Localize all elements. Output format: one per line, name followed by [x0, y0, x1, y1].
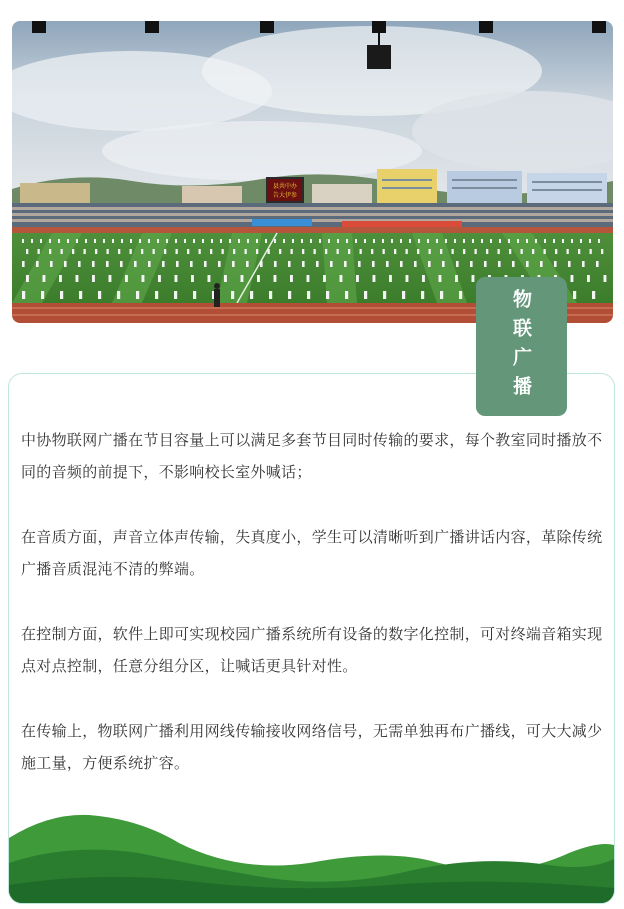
- performer: [72, 249, 74, 254]
- performer: [22, 261, 25, 267]
- performer: [120, 261, 123, 267]
- performer: [544, 249, 546, 254]
- performer: [76, 275, 79, 282]
- content-card: [8, 373, 615, 904]
- performer: [344, 261, 347, 267]
- performer: [463, 239, 465, 243]
- performer: [337, 249, 339, 254]
- performer: [107, 249, 109, 254]
- scoreboard-line-2: 告大伊参: [272, 192, 298, 199]
- performer: [139, 239, 141, 243]
- paragraph-transmission: 在传输上，物联网广播利用网线传输接收网络信号，无需单独再布广播线，可大大减少施工量，方便系统扩容。: [21, 722, 603, 772]
- performer: [85, 239, 87, 243]
- performer: [162, 261, 165, 267]
- performer: [314, 249, 316, 254]
- performer: [157, 239, 159, 243]
- performer: [193, 291, 196, 299]
- performer: [176, 249, 178, 254]
- performer: [109, 275, 112, 282]
- performer: [79, 291, 82, 299]
- performer: [535, 239, 537, 243]
- performer: [291, 249, 293, 254]
- performer: [61, 249, 63, 254]
- performer: [360, 249, 362, 254]
- performer: [400, 261, 403, 267]
- performer: [174, 291, 177, 299]
- performer: [394, 249, 396, 254]
- performer: [445, 239, 447, 243]
- performer: [250, 291, 253, 299]
- performer: [440, 249, 442, 254]
- performer: [231, 291, 234, 299]
- performer: [22, 239, 24, 243]
- performer: [325, 249, 327, 254]
- performer: [175, 275, 178, 282]
- performer: [454, 239, 456, 243]
- performer: [49, 249, 51, 254]
- performer: [112, 239, 114, 243]
- performer: [256, 249, 258, 254]
- performer: [532, 249, 534, 254]
- performer: [555, 249, 557, 254]
- performer: [204, 261, 207, 267]
- performer: [50, 261, 53, 267]
- performer: [562, 239, 564, 243]
- performer: [256, 239, 258, 243]
- performer: [158, 275, 161, 282]
- performer: [307, 275, 310, 282]
- performer: [202, 239, 204, 243]
- performer: [26, 249, 28, 254]
- performer: [187, 249, 189, 254]
- paragraph-capacity: 中协物联网广播在节目容量上可以满足多套节目同时传输的要求，每个教室同时播放不同的音频的前提下，不影响校长室外喊话；: [21, 431, 603, 481]
- performer: [274, 261, 277, 267]
- performer: [141, 249, 143, 254]
- performer: [233, 249, 235, 254]
- performer: [578, 249, 580, 254]
- performer: [118, 249, 120, 254]
- performer: [319, 239, 321, 243]
- performer: [571, 275, 574, 282]
- performer: [184, 239, 186, 243]
- performer: [41, 291, 44, 299]
- performer: [442, 261, 445, 267]
- performer: [40, 239, 42, 243]
- performer: [371, 249, 373, 254]
- performer: [260, 261, 263, 267]
- performer: [95, 249, 97, 254]
- performer: [292, 239, 294, 243]
- performer: [92, 275, 95, 282]
- performer: [59, 275, 62, 282]
- performer: [486, 249, 488, 254]
- performer: [164, 249, 166, 254]
- green-hills-decoration: [9, 793, 614, 903]
- performer: [58, 239, 60, 243]
- performer: [247, 239, 249, 243]
- performer: [383, 291, 386, 299]
- performer: [330, 261, 333, 267]
- performer: [475, 249, 477, 254]
- performer: [391, 239, 393, 243]
- performer: [301, 239, 303, 243]
- performer: [210, 249, 212, 254]
- performer: [596, 261, 599, 267]
- performer: [422, 275, 425, 282]
- performer: [98, 291, 101, 299]
- performer: [540, 261, 543, 267]
- performer: [211, 239, 213, 243]
- performer: [148, 239, 150, 243]
- performer: [580, 239, 582, 243]
- performer: [509, 249, 511, 254]
- performer: [36, 261, 39, 267]
- performer: [155, 291, 158, 299]
- performer: [175, 239, 177, 243]
- performer: [246, 261, 249, 267]
- performer: [590, 249, 592, 254]
- performer: [439, 275, 442, 282]
- performer: [364, 239, 366, 243]
- performer: [345, 291, 348, 299]
- performer: [402, 291, 405, 299]
- performer: [274, 239, 276, 243]
- performer: [26, 275, 29, 282]
- performer: [364, 291, 367, 299]
- performer: [130, 249, 132, 254]
- performer: [340, 275, 343, 282]
- performer: [241, 275, 244, 282]
- performer: [307, 291, 310, 299]
- performer: [427, 239, 429, 243]
- performer: [409, 239, 411, 243]
- performer: [512, 261, 515, 267]
- performer: [106, 261, 109, 267]
- performer: [288, 291, 291, 299]
- performer: [222, 249, 224, 254]
- performer: [455, 275, 458, 282]
- performer: [148, 261, 151, 267]
- performer: [288, 261, 291, 267]
- performer: [358, 261, 361, 267]
- tag-label: 物联广播: [510, 288, 532, 405]
- performer: [418, 239, 420, 243]
- performer: [440, 291, 443, 299]
- performer: [121, 239, 123, 243]
- performer: [568, 261, 571, 267]
- performer: [302, 261, 305, 267]
- performer: [268, 249, 270, 254]
- performer: [257, 275, 260, 282]
- performer: [245, 249, 247, 254]
- performer: [316, 261, 319, 267]
- performer: [521, 249, 523, 254]
- performer: [153, 249, 155, 254]
- performer: [323, 275, 326, 282]
- performer: [373, 239, 375, 243]
- performer: [67, 239, 69, 243]
- performer: [302, 249, 304, 254]
- performer: [218, 261, 221, 267]
- performer: [436, 239, 438, 243]
- performer: [31, 239, 33, 243]
- performer: [94, 239, 96, 243]
- performer: [190, 261, 193, 267]
- performer: [383, 249, 385, 254]
- performer: [92, 261, 95, 267]
- performer: [452, 249, 454, 254]
- paragraph-control: 在控制方面，软件上即可实现校园广播系统所有设备的数字化控制，可对终端音箱实现点对点控制，任意分组分区，让喊话更具针对性。: [21, 625, 603, 675]
- performer: [283, 239, 285, 243]
- performer: [544, 239, 546, 243]
- performer: [490, 239, 492, 243]
- performer: [356, 275, 359, 282]
- performer: [456, 261, 459, 267]
- performer: [265, 239, 267, 243]
- performer: [406, 249, 408, 254]
- performer: [76, 239, 78, 243]
- performer: [472, 275, 475, 282]
- performer: [38, 249, 40, 254]
- performer: [43, 275, 46, 282]
- performer: [142, 275, 145, 282]
- performer: [125, 275, 128, 282]
- performer: [199, 249, 201, 254]
- performer: [232, 261, 235, 267]
- performer: [373, 275, 376, 282]
- scoreboard-line-1: 县共中办: [272, 183, 298, 190]
- performer: [103, 239, 105, 243]
- performer: [64, 261, 67, 267]
- performer: [428, 261, 431, 267]
- performer: [553, 239, 555, 243]
- performer: [389, 275, 392, 282]
- performer: [372, 261, 375, 267]
- performer: [355, 239, 357, 243]
- performer: [499, 239, 501, 243]
- performer: [224, 275, 227, 282]
- performer: [587, 275, 590, 282]
- performer: [463, 249, 465, 254]
- paragraph-audio-quality: 在音质方面，声音立体声传输，失真度小，学生可以清晰听到广播讲话内容，革除传统广播音质混沌不清的弊端。: [21, 528, 603, 578]
- performer: [328, 239, 330, 243]
- performer: [208, 275, 211, 282]
- performer: [406, 275, 409, 282]
- performer: [526, 261, 529, 267]
- performer: [498, 261, 501, 267]
- performer: [484, 261, 487, 267]
- performer: [554, 261, 557, 267]
- performer: [238, 239, 240, 243]
- performer: [382, 239, 384, 243]
- performer: [417, 249, 419, 254]
- performer: [589, 239, 591, 243]
- performer: [470, 261, 473, 267]
- performer: [567, 249, 569, 254]
- performer: [592, 291, 595, 299]
- performer: [191, 275, 194, 282]
- performer: [134, 261, 137, 267]
- performer: [348, 249, 350, 254]
- performer: [571, 239, 573, 243]
- performer: [193, 239, 195, 243]
- broadcast-tag: [476, 277, 567, 416]
- performer: [508, 239, 510, 243]
- performer: [598, 239, 600, 243]
- performer: [459, 291, 462, 299]
- performer: [337, 239, 339, 243]
- performer: [421, 291, 424, 299]
- performer: [472, 239, 474, 243]
- performer: [310, 239, 312, 243]
- performer: [326, 291, 329, 299]
- performer: [481, 239, 483, 243]
- performer: [573, 291, 576, 299]
- performer: [269, 291, 272, 299]
- performer: [78, 261, 81, 267]
- performer: [49, 239, 51, 243]
- performer: [386, 261, 389, 267]
- performer: [274, 275, 277, 282]
- performer: [166, 239, 168, 243]
- performer: [60, 291, 63, 299]
- performer: [517, 239, 519, 243]
- performer: [130, 239, 132, 243]
- performer: [498, 249, 500, 254]
- performer: [22, 291, 25, 299]
- performer: [84, 249, 86, 254]
- performer: [346, 239, 348, 243]
- performer: [229, 239, 231, 243]
- performer: [414, 261, 417, 267]
- performer: [290, 275, 293, 282]
- performer: [117, 291, 120, 299]
- performer: [429, 249, 431, 254]
- performer: [582, 261, 585, 267]
- performer: [279, 249, 281, 254]
- performer: [176, 261, 179, 267]
- performer: [136, 291, 139, 299]
- paragraph-list: [21, 424, 607, 812]
- performer: [604, 275, 607, 282]
- performer: [601, 249, 603, 254]
- performer: [526, 239, 528, 243]
- performer: [220, 239, 222, 243]
- performer: [400, 239, 402, 243]
